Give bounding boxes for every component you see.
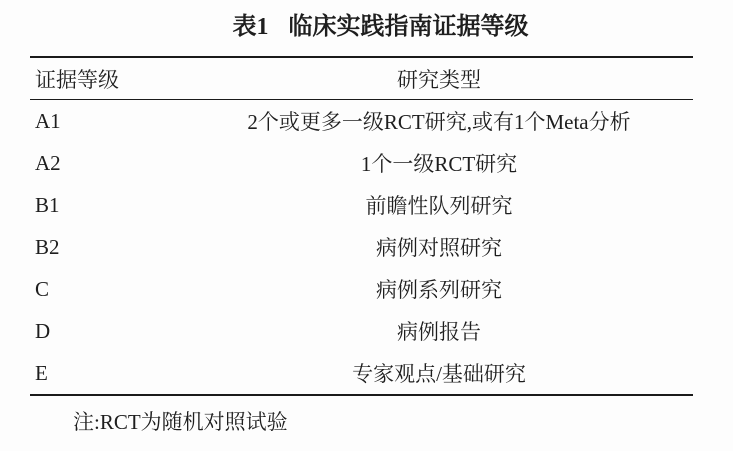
table-row [30,268,693,310]
cell-level: D [35,318,51,343]
header-row [30,57,693,100]
table-title [30,11,693,43]
cell-study: 病例系列研究 [376,278,502,302]
cell-level: A1 [35,108,61,133]
evidence-level-table [30,56,693,396]
cell-level: A2 [35,150,61,175]
cell-study: 前瞻性队列研究 [365,194,513,218]
table-header [30,57,693,100]
table-title-text: 临床实践指南证据等级 [288,14,529,40]
header-cell-evidence-level: 证据等级 [30,57,185,100]
cell-study: 1个一级RCT研究 [360,152,518,176]
table-title-label: 表1 [232,14,269,40]
table-row [30,352,693,395]
cell-level: B1 [35,192,60,217]
table-footnote: 注:RCT为随机对照试验 [73,410,288,434]
cell-study: 病例对照研究 [376,236,502,260]
cell-level: C [35,276,50,301]
cell-level: E [35,360,48,385]
table-row [30,184,693,226]
cell-study: 病例报告 [397,320,481,344]
cell-study: 专家观点/基础研究 [352,362,526,386]
table-body [30,100,693,396]
table-row [30,142,693,184]
table-row [30,310,693,352]
header-cell-study-type: 研究类型 [185,57,693,100]
table-row [30,100,693,143]
table-row [30,226,693,268]
cell-study: 2个或更多一级RCT研究,或有1个Meta分析 [247,110,631,134]
cell-level: B2 [35,234,60,259]
